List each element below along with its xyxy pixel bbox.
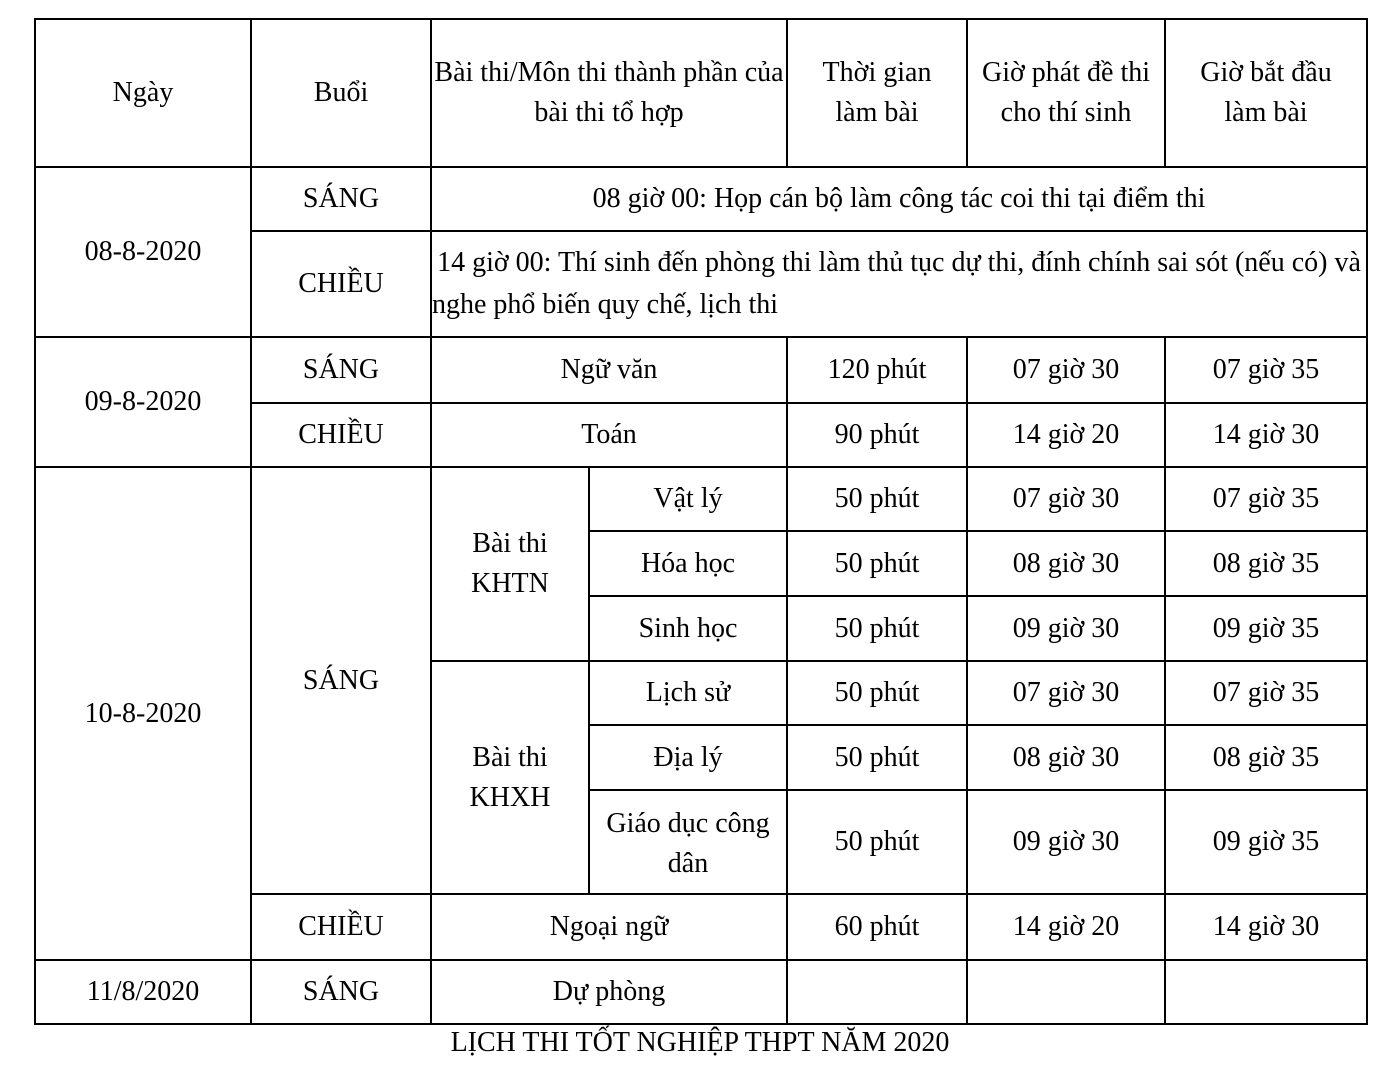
duration-cell: 50 phút (787, 790, 967, 894)
handout-time-cell: 09 giờ 30 (967, 790, 1165, 894)
handout-time-cell: 08 giờ 30 (967, 531, 1165, 596)
start-time-cell: 07 giờ 35 (1165, 337, 1367, 403)
date-cell: 10-8-2020 (35, 467, 251, 960)
session-cell: SÁNG (251, 960, 431, 1024)
duration-cell: 120 phút (787, 337, 967, 403)
handout-time-cell: 08 giờ 30 (967, 725, 1165, 790)
start-time-cell: 09 giờ 35 (1165, 790, 1367, 894)
handout-time-cell: 07 giờ 30 (967, 661, 1165, 725)
handout-time-cell: 07 giờ 30 (967, 337, 1165, 403)
handout-time-cell (967, 960, 1165, 1024)
note-cell: 08 giờ 00: Họp cán bộ làm công tác coi thi tại điểm thi (431, 167, 1367, 231)
duration-cell (787, 960, 967, 1024)
header-date: Ngày (35, 19, 251, 167)
duration-cell: 50 phút (787, 596, 967, 661)
subject-cell: Toán (431, 403, 787, 467)
table-row (35, 337, 1367, 403)
duration-cell: 50 phút (787, 661, 967, 725)
header-session: Buổi (251, 19, 431, 167)
subject-cell: Dự phòng (431, 960, 787, 1024)
start-time-cell: 14 giờ 30 (1165, 894, 1367, 960)
start-time-cell: 07 giờ 35 (1165, 661, 1367, 725)
date-cell: 08-8-2020 (35, 167, 251, 337)
duration-cell: 50 phút (787, 467, 967, 531)
subject-cell: Vật lý (589, 467, 787, 531)
header-start-time: Giờ bắt đầu làm bài (1165, 19, 1367, 167)
duration-cell: 60 phút (787, 894, 967, 960)
table-row (35, 167, 1367, 231)
subject-cell: Hóa học (589, 531, 787, 596)
start-time-cell: 08 giờ 35 (1165, 725, 1367, 790)
duration-cell: 90 phút (787, 403, 967, 467)
handout-time-cell: 14 giờ 20 (967, 894, 1165, 960)
table-row (35, 467, 1367, 531)
subject-cell: Địa lý (589, 725, 787, 790)
session-cell: SÁNG (251, 167, 431, 231)
group-cell (431, 467, 589, 661)
header-handout-time: Giờ phát đề thi cho thí sinh (967, 19, 1165, 167)
table-caption: LỊCH THI TỐT NGHIỆP THPT NĂM 2020 (450, 1027, 950, 1058)
group-label: Bài thi KHTN (471, 528, 549, 599)
session-cell: CHIỀU (251, 403, 431, 467)
header-subject: Bài thi/Môn thi thành phần của bài thi tổ hợp (431, 19, 787, 167)
start-time-cell: 07 giờ 35 (1165, 467, 1367, 531)
handout-time-cell: 09 giờ 30 (967, 596, 1165, 661)
subject-cell: Sinh học (589, 596, 787, 661)
session-cell: SÁNG (251, 337, 431, 403)
subject-cell: Ngoại ngữ (431, 894, 787, 960)
date-cell: 09-8-2020 (35, 337, 251, 467)
note-cell: 14 giờ 00: Thí sinh đến phòng thi làm thủ tục dự thi, đính chính sai sót (nếu có) và nghe phổ biến quy chế, lịch thi (431, 231, 1367, 337)
start-time-cell (1165, 960, 1367, 1024)
group-cell (431, 661, 589, 894)
handout-time-cell: 07 giờ 30 (967, 467, 1165, 531)
header-row (35, 19, 1367, 167)
group-label: Bài thi KHXH (469, 741, 551, 813)
exam-schedule-table (34, 18, 1368, 1025)
start-time-cell: 08 giờ 35 (1165, 531, 1367, 596)
table-row (35, 960, 1367, 1024)
session-cell: SÁNG (251, 467, 431, 894)
duration-cell: 50 phút (787, 531, 967, 596)
handout-time-cell: 14 giờ 20 (967, 403, 1165, 467)
duration-cell: 50 phút (787, 725, 967, 790)
start-time-cell: 14 giờ 30 (1165, 403, 1367, 467)
header-duration: Thời gian làm bài (787, 19, 967, 167)
session-cell: CHIỀU (251, 894, 431, 960)
subject-cell: Ngữ văn (431, 337, 787, 403)
date-cell: 11/8/2020 (35, 960, 251, 1024)
start-time-cell: 09 giờ 35 (1165, 596, 1367, 661)
subject-cell: Giáo dục công dân (589, 790, 787, 894)
subject-cell: Lịch sử (589, 661, 787, 725)
session-cell: CHIỀU (251, 231, 431, 337)
